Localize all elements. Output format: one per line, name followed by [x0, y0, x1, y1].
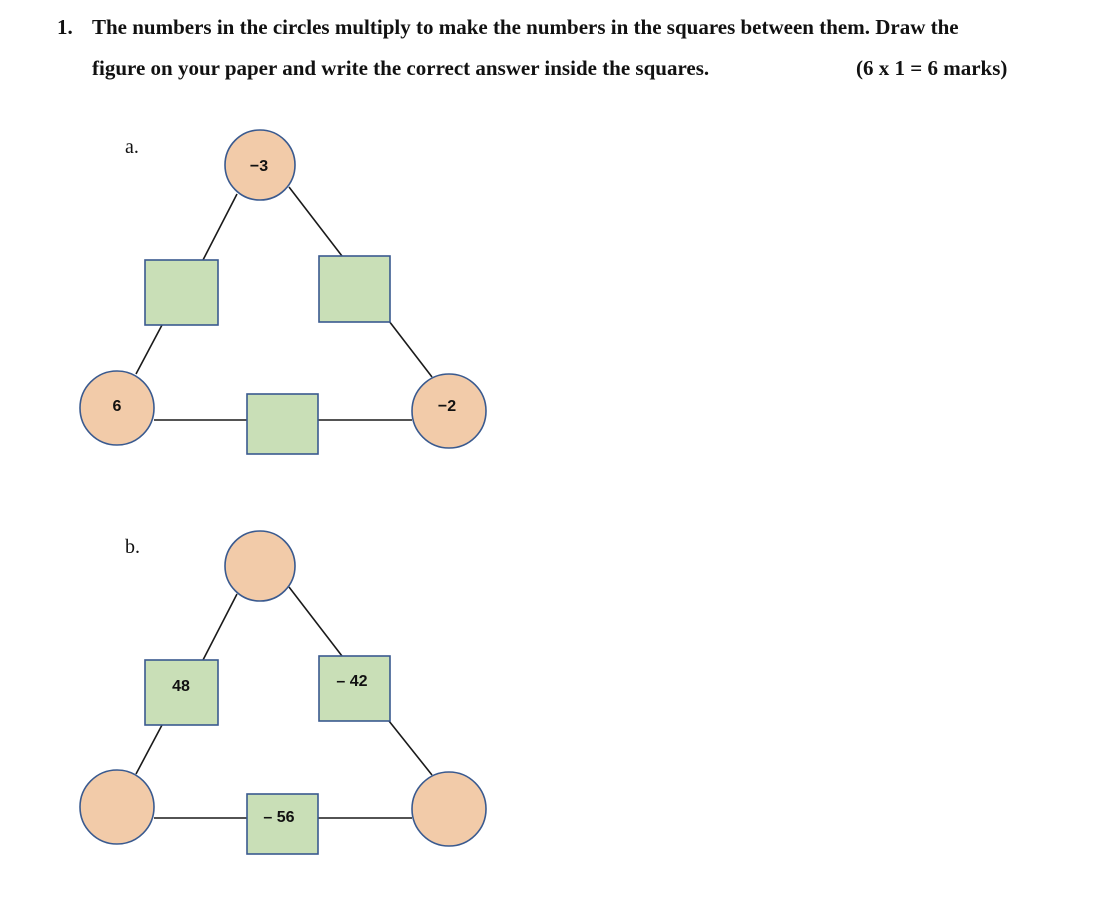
figure-b-square-left — [145, 660, 218, 725]
circle-value: −2 — [437, 398, 457, 415]
connector-line — [203, 194, 237, 260]
answer-circle[interactable] — [412, 772, 486, 846]
connector-line — [203, 594, 237, 660]
figure-b-circle-top[interactable] — [225, 531, 295, 601]
part-a-label: a. — [125, 136, 139, 158]
connector-line — [389, 721, 432, 775]
figure-a-square-left[interactable] — [145, 260, 218, 325]
square-value: – 42 — [336, 673, 368, 690]
square-value: – 56 — [263, 809, 295, 826]
figure-a-circle-left — [80, 371, 154, 445]
question-number: 1. — [57, 15, 73, 39]
connector-line — [389, 321, 432, 377]
answer-square[interactable] — [319, 256, 390, 322]
connector-line — [289, 187, 342, 256]
question-text-line-2: figure on your paper and write the correct answer inside the squares. — [92, 56, 710, 80]
square-value: 48 — [172, 678, 190, 695]
connector-line — [289, 587, 342, 656]
answer-circle[interactable] — [80, 770, 154, 844]
figure-b-square-bottom — [247, 794, 318, 854]
figure-a-circle-top — [225, 130, 295, 200]
figure-a-square-right[interactable] — [319, 256, 390, 322]
circle-value: −3 — [249, 158, 269, 175]
answer-square[interactable] — [145, 260, 218, 325]
connector-line — [136, 725, 162, 774]
circle-value: 6 — [112, 398, 122, 415]
question-marks: (6 x 1 = 6 marks) — [856, 56, 1008, 80]
answer-square[interactable] — [247, 394, 318, 454]
answer-circle[interactable] — [225, 531, 295, 601]
connector-line — [136, 325, 162, 374]
part-b-label: b. — [125, 536, 140, 558]
figure-a-square-bottom[interactable] — [247, 394, 318, 454]
figure-a-circle-right — [412, 374, 486, 448]
figure-b-circle-right[interactable] — [412, 772, 486, 846]
question-text-line-1: The numbers in the circles multiply to make the numbers in the squares between them. Draw the — [92, 15, 959, 39]
figure-b-circle-left[interactable] — [80, 770, 154, 844]
figure-b-square-right — [319, 656, 390, 721]
